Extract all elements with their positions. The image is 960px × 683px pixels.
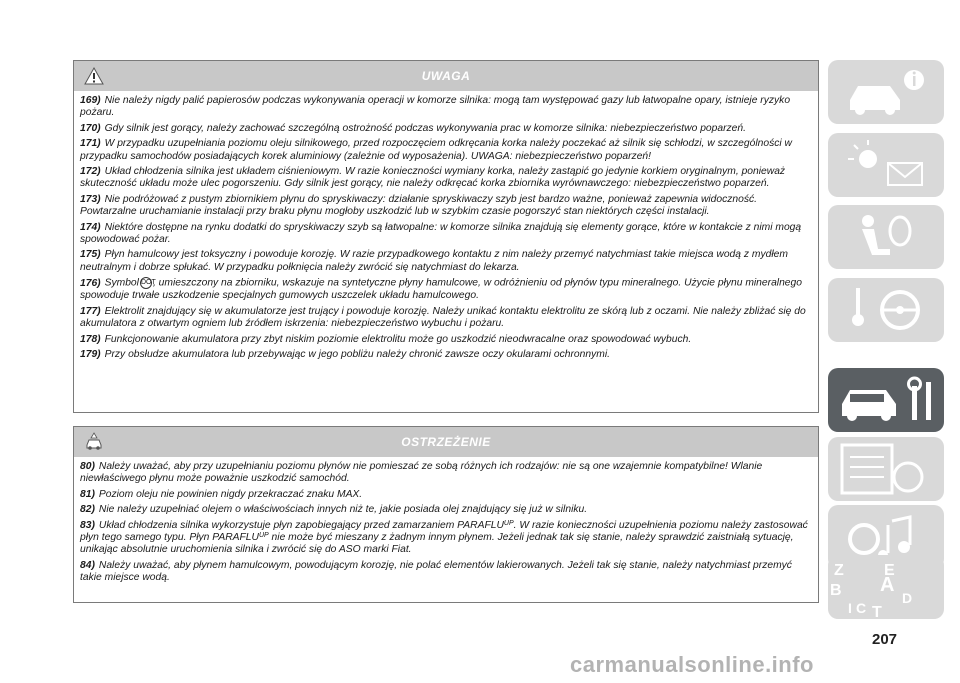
tab-technical-data[interactable] <box>828 437 944 501</box>
warning-item-number: 179) <box>80 349 101 361</box>
warning-item-text: Niektóre dostępne na rynku dodatki do spryskiwaczy szyb są łatwopalne: w komorze silnika znajdują się elementy gorące, które w kontakcie z nimi mogą spowodować pożar. <box>80 221 802 246</box>
warning-box-header <box>74 61 818 91</box>
caution-item-number: 80) <box>80 461 95 472</box>
caution-item-text: Poziom oleju nie powinien nigdy przekraczać znaku MAX. <box>98 488 363 500</box>
warning-item-number: 177) <box>80 305 101 317</box>
svg-text:E: E <box>884 562 895 579</box>
warning-box-body <box>74 91 818 368</box>
caution-box-body <box>74 457 818 592</box>
svg-text:A: A <box>880 574 895 596</box>
warning-item-text: Płyn hamulcowy jest toksyczny i powoduje korozję. W razie przypadkowego kontaktu z nim należy przemyć natychmiast takie miejsca wodą z mydłem neutralnym i dobrze spłukać. W przypadku połknięcia należy zwrócić się natychmiast do lekarza. <box>80 249 788 273</box>
warning-box-title: UWAGA <box>421 69 471 83</box>
tab-maintenance[interactable] <box>828 368 944 432</box>
caution-item <box>80 489 812 501</box>
warning-item-text: Nie należy nigdy palić papierosów podczas wykonywania operacji w komorze silnika: mogą tam występować gazy lub łatwopalne opary, istnieje ryzyko pożaru. <box>80 95 791 119</box>
warning-item-text: , umieszczony na zbiorniku, wskazuje na syntetyczne płyny hamulcowe, w odróżnieniu od płynów typu mineralnego. Użycie płynu mineralnego spowoduje trwałe uszkodzenie specjalnych gumowych uszczelek układu hamulcowego. <box>80 278 802 302</box>
svg-text:B: B <box>830 582 842 599</box>
warning-item-text: Gdy silnik jest gorący, należy zachować szczególną ostrożność podczas wykonywania prac w komorze silnika: niebezpieczeństwo poparzeń. <box>104 122 746 134</box>
caution-item-text: Układ chłodzenia silnika wykorzystuje płyn zapobiegający przed zamarzaniem PARAFLU <box>98 519 504 531</box>
warning-item <box>80 166 812 191</box>
warning-item-number: 169) <box>80 95 101 106</box>
svg-text:Z: Z <box>834 562 844 579</box>
caution-box-title: OSTRZEŻENIE <box>401 435 491 449</box>
warning-item <box>80 306 812 331</box>
tab-safety[interactable] <box>828 205 944 269</box>
caution-item-number: 84) <box>80 559 95 571</box>
warning-item <box>80 222 812 247</box>
caution-box-header <box>74 427 818 457</box>
warning-item <box>80 349 812 361</box>
warning-item-number: 175) <box>80 249 101 261</box>
svg-text:T: T <box>872 604 882 619</box>
caution-item-text: Należy uważać, aby przy uzupełnianiu poziomu płynów nie pomieszać ze sobą różnych ich rodzajów: nie są one wzajemnie kompatybilne! Wlanie niewłaściwego płynu może poważnie uszkodzić samochód. <box>80 461 763 485</box>
tab-car-info[interactable] <box>828 60 944 124</box>
alphabet-index-icon <box>828 555 944 619</box>
warning-item-number: 178) <box>80 333 101 345</box>
specs-list-icon <box>828 437 944 501</box>
warning-item-text: W przypadku uzupełniania poziomu oleju silnikowego, przed rozpoczęciem odkręcania korka należy poczekać aż silnik się schłodzi, w szczególności w przypadku samochodów posiadających korek aluminiowy (zależnie od wyposażenia). UWAGA: niebezpieczeństwo poparzeń! <box>80 138 792 162</box>
warning-item <box>80 277 812 303</box>
warning-item-text: Przy obsłudze akumulatora lub przebywając w jego pobliżu należy chronić zawsze oczy okularami ochronnymi. <box>104 349 610 361</box>
caution-item-text: . W razie konieczności uzupełnienia poziomu należy zastosować płyn tego samego typu. Płyn PARAFLU <box>80 519 808 544</box>
svg-text:C: C <box>856 600 867 616</box>
airbag-seat-icon <box>828 205 944 269</box>
warning-item <box>80 249 812 274</box>
warning-item-number: 172) <box>80 166 101 178</box>
superscript: UP <box>258 532 269 540</box>
warning-box <box>73 60 819 413</box>
car-wrench-icon <box>828 368 944 432</box>
warning-item-number: 173) <box>80 193 101 205</box>
warning-item <box>80 95 812 120</box>
dot-symbol-icon: DOT <box>140 277 152 289</box>
caution-item-number: 82) <box>80 504 95 516</box>
steering-key-icon <box>828 278 944 342</box>
caution-item <box>80 504 812 516</box>
warning-item <box>80 138 812 163</box>
svg-text:D: D <box>902 590 913 606</box>
warning-item-text: Symbol <box>104 278 139 289</box>
tab-index[interactable] <box>828 555 944 619</box>
warning-item-text: Nie podróżować z pustym zbiornikiem płynu do spryskiwaczy: działanie spryskiwaczy szyb jest bardzo ważne, ponieważ zapewnia widoczność. Powtarzalne uruchamianie instalacji przy braku płynu mogłoby uszkodzić lub w szybkim czasie pogorszyć stan niektórych części instalacji. <box>80 193 758 218</box>
warning-item-text: Elektrolit znajdujący się w akumulatorze jest trujący i powoduje korozję. Należy unikać kontaktu elektrolitu ze skórą lub z oczami. Nie należy zbliżać się do akumulatora z otwartym ogniem lub źródłem iskrzenia: niebezpieczeństwo wybuchu i pożaru. <box>80 305 806 330</box>
warning-item <box>80 123 812 135</box>
warning-item-text: Funkcjonowanie akumulatora przy zbyt niskim poziomie elektrolitu może go uszkodzić nieodwracalne oraz spowodować wybuch. <box>104 333 692 345</box>
car-info-icon <box>828 60 944 124</box>
caution-item <box>80 520 812 557</box>
caution-item-number: 83) <box>80 519 95 531</box>
caution-item-text: nie może być mieszany z żadnym innym płynem. Jeżeli jednak tak się stanie, należy sprawdzić zaistniałą sytuację, unikając absolutnie uruchomienia silnika i zwrócić się do ASO marki Fiat. <box>80 532 794 556</box>
warning-item-number: 170) <box>80 122 101 134</box>
tab-lights-messages[interactable] <box>828 133 944 197</box>
warning-item-text: Układ chłodzenia silnika jest układem ciśnieniowym. W razie konieczności wymiany korka, należy zastąpić go jedynie korkiem oryginalnym, ponieważ skuteczność układu może ulec pogorszeniu. Gdy silnik jest gorący, nie należy odkręcać korka zbiornika wyrównawczego: niebezpieczeństwo poparzeń. <box>80 166 786 190</box>
lights-message-icon <box>828 133 944 197</box>
superscript: UP <box>503 519 514 527</box>
warning-item-number: 174) <box>80 221 101 233</box>
caution-item <box>80 461 812 486</box>
svg-text:I: I <box>848 600 852 616</box>
caution-item-text: Należy uważać, aby płynem hamulcowym, powodującym korozję, nie polać elementów lakierowanych. Jeżeli tak się stanie, należy natychmiast przemyć takie miejsce wodą. <box>80 559 792 584</box>
warning-item <box>80 334 812 346</box>
caution-item-text: Nie należy uzupełniać olejem o właściwościach innych niż te, jakie posiada olej znajdujący się już w silniku. <box>98 504 588 516</box>
warning-item <box>80 194 812 219</box>
page-number: 207 <box>872 631 898 648</box>
watermark: carmanualsonline.info <box>570 652 814 677</box>
tab-starting-driving[interactable] <box>828 278 944 342</box>
caution-box <box>73 426 819 603</box>
caution-item <box>80 560 812 585</box>
warning-item-number: 176) <box>80 278 101 289</box>
warning-item-number: 171) <box>80 138 101 150</box>
caution-item-number: 81) <box>80 488 95 500</box>
